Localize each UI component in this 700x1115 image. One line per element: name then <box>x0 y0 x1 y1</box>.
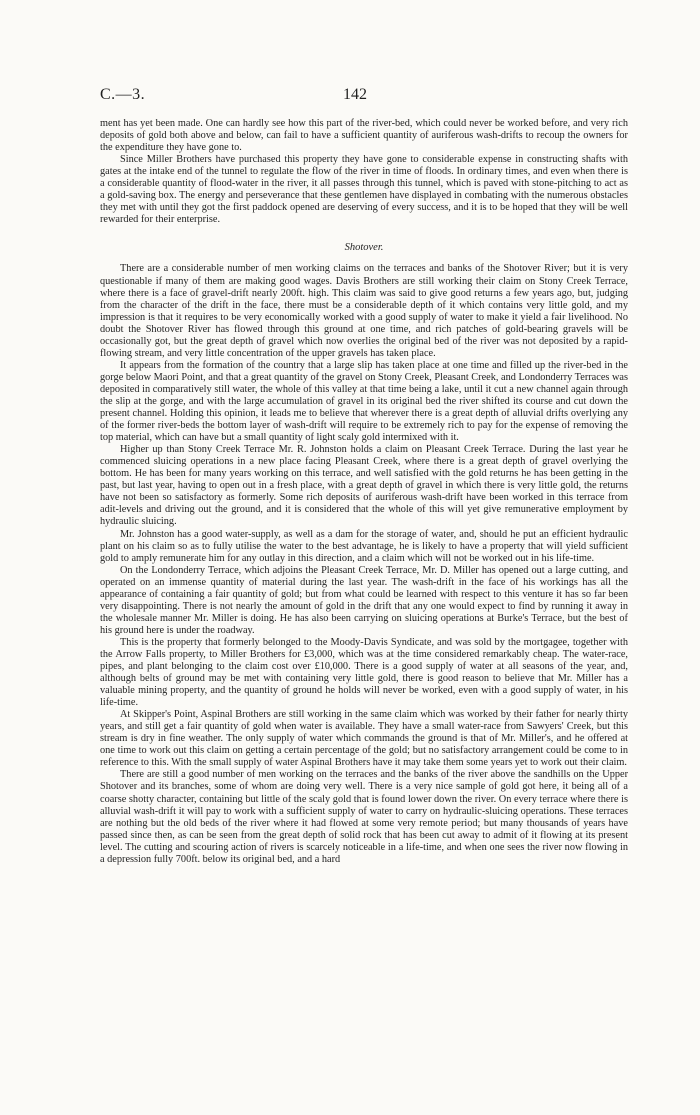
shotover-paragraph-5: On the Londonderry Terrace, which adjoins the Pleasant Creek Terrace, Mr. D. Miller has opened out a large cutting, and operated on an immense quantity of material during the last year. The wash-drift in the face of his workings has all the appearance of containing a fair quantity of gold; but from what could be learned with respect to this venture it has so far been very disappointing. There is not nearly the amount of gold in the drift that any one would expect to find by running it away in the wholesale manner Mr. Miller is doing. He has also been carrying on sluicing operations at Burke's Terrace, but the best of his ground here is under the roadway. <box>100 564 628 636</box>
shotover-paragraph-7: At Skipper's Point, Aspinal Brothers are still working in the same claim which was worked by their father for nearly thirty years, and still get a fair quantity of gold when water is available. They have a small water-race from Sawyers' Creek, but this stream is dry in fine weather. The only supply of water which commands the ground is that of Mr. Miller's, and he offered at one time to work out this claim on getting a certain percentage of the gold; but no satisfactory arrangement could be come to in reference to this. With the small supply of water Aspinal Brothers have it may take them some years yet to work out their claim. <box>100 709 628 769</box>
page-header <box>100 86 628 106</box>
section-heading-shotover: Shotover. <box>344 242 384 254</box>
shotover-paragraph-1: There are a considerable number of men working claims on the terraces and banks of the Shotover River; but it is very questionable if many of them are making good wages. Davis Brothers are still working their claim on Stony Creek Terrace, where there is a face of gravel-drift nearly 200ft. high. This claim was said to give good returns a few years ago, but, judging from the character of the drift in the face, there must be a considerable depth of it which contains very little gold, and my impression is that it requires to be very economically worked with a good supply of water to make it yield a fair livelihood. No doubt the Shotover River has flowed through this ground at one time, and rich patches of gold-bearing gravels will be occasionally got, but the great depth of gravel which now overlies the original bed of the river was not deposited by a rapid-flowing stream, and very little concentration of the upper gravels has taken place. <box>100 263 628 359</box>
shotover-paragraph-3: Higher up than Stony Creek Terrace Mr. R. Johnston holds a claim on Pleasant Creek Terrace. During the last year he commenced sluicing operations in a new place facing Pleasant Creek, where there is a great depth of gravel overlying the bottom. He has been for many years working on this terrace, and well satisfied with the gold returns he has been getting in the past, but last year, having to open out in a fresh place, with a great depth of gravel in which there is very little gold, the returns have not been so satisfactory as formerly. Some rich deposits of auriferous wash-drift have been worked in this terrace from adit-levels and driving out the ground, and it is considered that the whole of this will yet give remunerative employment by hydraulic sluicing. <box>100 444 628 528</box>
intro-paragraph-1: ment has yet been made. One can hardly see how this part of the river-bed, which could never be worked before, and very rich deposits of gold both above and below, can fail to have a sufficient quantity of auriferous wash-drifts to recoup the owners for the expenditure they have gone to. <box>100 118 628 154</box>
shotover-paragraph-4: Mr. Johnston has a good water-supply, as well as a dam for the storage of water, and, should he put an efficient hydraulic plant on his claim so as to fully utilise the water to the best advantage, he is likely to have a property that will yield sufficient gold to amply remunerate him for any outlay in this direction, and a claim which will not be worked out in his life-time. <box>100 528 628 564</box>
page-body <box>100 118 628 866</box>
page-number: 142 <box>343 86 367 103</box>
intro-paragraph-2: Since Miller Brothers have purchased this property they have gone to considerable expense in constructing shafts with gates at the intake end of the tunnel to regulate the flow of the river in time of floods. In ordinary times, and even when there is a considerable quantity of flood-water in the river, it all passes through this tunnel, which is paved with stone-pitching to act as a gold-saving box. The energy and perseverance that these gentlemen have displayed in combating with the numerous obstacles they met with until they got the first paddock opened are deserving of every success, and it is to be hoped that they will be well rewarded for their enterprise. <box>100 154 628 226</box>
shotover-paragraph-8: There are still a good number of men working on the terraces and the banks of the river above the sandhills on the Upper Shotover and its branches, some of whom are doing very well. There is a very nice sample of gold got here, it being all of a coarse shotty character, containing but little of the scaly gold that is found lower down the river. On every terrace where there is alluvial wash-drift it will pay to work with a sufficient supply of water to carry on hydraulic-sluicing operations. These terraces are nothing but the old beds of the river where it had flowed at some very remote period; but many thousands of years have passed since then, as can be seen from the great depth of solid rock that has been cut away to admit of it flowing at its present level. The cutting and scouring action of rivers is scarcely noticeable in a life-time, and when one sees the river now flowing in a depression fully 700ft. below its original bed, and a hard <box>100 769 628 865</box>
shotover-paragraph-2: It appears from the formation of the country that a large slip has taken place at one time and filled up the river-bed in the gorge below Maori Point, and that a great quantity of the gravel on Stony Creek, Pleasant Creek, and Londonderry Terraces was deposited in comparatively still water, the whole of this valley at that time being a lake, until it cut a new channel again through the slip at the gorge, and with the large accumulation of gravel in its original bed the river shifted its course and cut down the present channel. Holding this opinion, it leads me to believe that wherever there is a great depth of alluvial drifts overlying any of the former river-beds the bottom layer of wash-drift will require to be extremely rich to pay for the expense of removing the top material, which can have but a small quantity of light scaly gold intermixed with it. <box>100 359 628 444</box>
series-label: C.—3. <box>100 86 146 103</box>
shotover-paragraph-6: This is the property that formerly belonged to the Moody-Davis Syndicate, and was sold by the mortgagee, together with the Arrow Falls property, to Miller Brothers for £3,000, which was at the time considered remarkably cheap. The water-race, pipes, and plant belonging to the claim cost over £10,000. There is a good supply of water at all seasons of the year, and, although belts of ground may be met with containing very little gold, there is good reason to believe that Mr. Miller has a valuable mining property, and the quantity of ground he holds will never be worked, even with a good supply of water, in his life-time. <box>100 636 628 709</box>
